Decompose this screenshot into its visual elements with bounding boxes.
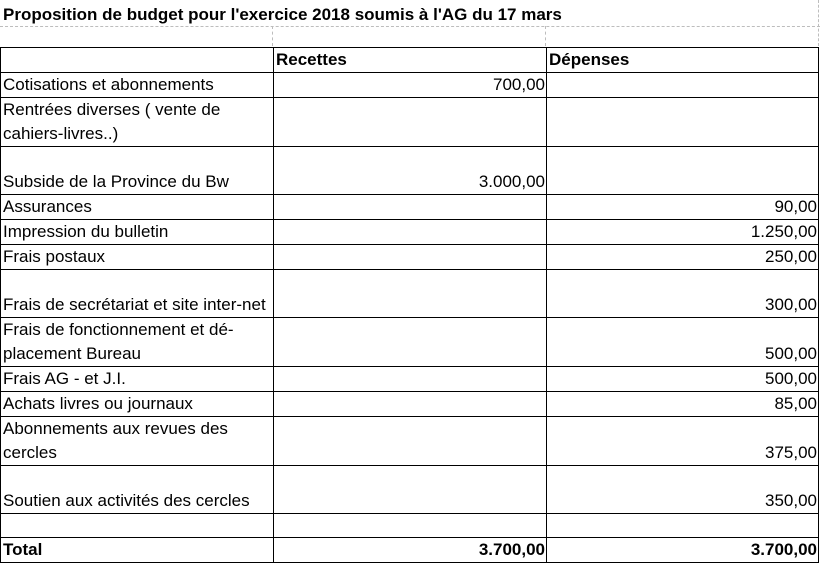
header-label-cell [1,48,274,73]
row-label: Abonnements aux revues des cercles [1,417,274,466]
row-label [1,514,274,538]
row-depenses: 350,00 [547,466,819,514]
row-label: Frais de secrétariat et site inter-net [1,270,274,318]
table-header-row [1,48,819,73]
total-row [1,538,819,563]
grid-line-top [0,26,820,27]
budget-table [0,47,819,563]
row-label: Cotisations et abonnements [1,73,274,98]
row-depenses: 1.250,00 [547,220,819,245]
row-recettes [274,195,547,220]
row-label: Frais AG - et J.I. [1,367,274,392]
table-row [1,245,819,270]
grid-line-col-c [545,26,546,46]
row-recettes [274,98,547,147]
grid-line-col-b [272,26,273,46]
row-recettes [274,270,547,318]
table-row [1,318,819,367]
table-row [1,220,819,245]
row-depenses [547,73,819,98]
row-recettes [274,367,547,392]
table-row [1,367,819,392]
row-label: Soutien aux activités des cercles [1,466,274,514]
row-depenses: 85,00 [547,392,819,417]
row-label: Rentrées diverses ( vente de cahiers-livres..) [1,98,274,147]
row-recettes: 3.000,00 [274,147,547,195]
row-label: Assurances [1,195,274,220]
row-recettes [274,417,547,466]
table-row [1,270,819,318]
table-row [1,466,819,514]
grid-line-col-d [818,0,819,46]
table-row [1,417,819,466]
row-label: Frais postaux [1,245,274,270]
row-recettes [274,392,547,417]
table-row [1,98,819,147]
row-label: Achats livres ou journaux [1,392,274,417]
header-recettes: Recettes [274,48,547,73]
row-recettes [274,318,547,367]
total-depenses: 3.700,00 [547,538,819,563]
total-recettes: 3.700,00 [274,538,547,563]
row-label: Frais de fonctionnement et dé-placement Bureau [1,318,274,367]
row-depenses: 300,00 [547,270,819,318]
table-row [1,392,819,417]
row-depenses [547,514,819,538]
row-label: Impression du bulletin [1,220,274,245]
row-recettes [274,514,547,538]
table-row [1,73,819,98]
table-row [1,195,819,220]
table-row [1,514,819,538]
row-depenses [547,147,819,195]
row-recettes [274,245,547,270]
row-label: Subside de la Province du Bw [1,147,274,195]
row-depenses: 375,00 [547,417,819,466]
row-depenses: 500,00 [547,318,819,367]
total-label: Total [1,538,274,563]
row-depenses: 90,00 [547,195,819,220]
row-recettes [274,466,547,514]
row-recettes [274,220,547,245]
row-depenses: 500,00 [547,367,819,392]
table-row [1,147,819,195]
header-depenses: Dépenses [547,48,819,73]
row-depenses [547,98,819,147]
row-recettes: 700,00 [274,73,547,98]
page-title: Proposition de budget pour l'exercice 2018 soumis à l'AG du 17 mars [3,5,562,24]
row-depenses: 250,00 [547,245,819,270]
